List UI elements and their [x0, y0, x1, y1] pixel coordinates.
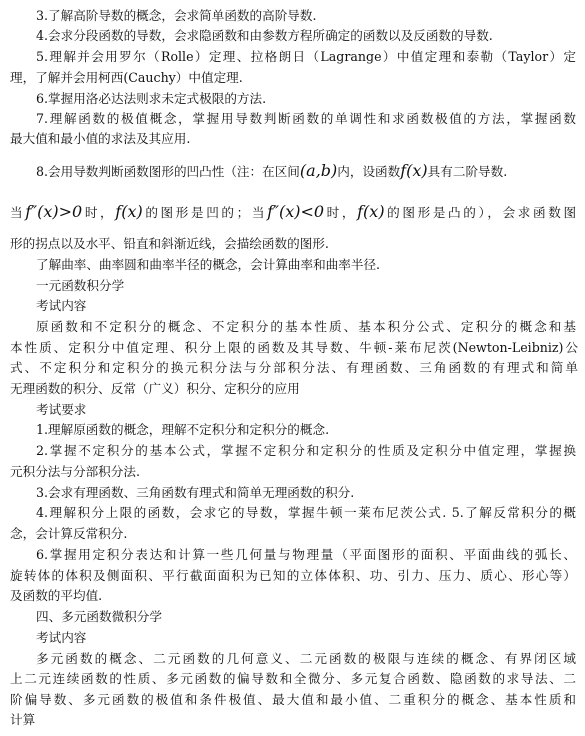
text-line: 4.理解积分上限的函数，会求它的导数，掌握牛顿一莱布尼茨公式. 5.了解反常积分的概 — [36, 505, 576, 520]
math-condition: f″(x)<0 — [267, 202, 325, 221]
text-line-concavity — [36, 161, 576, 182]
math-interval: (a,b) — [299, 161, 338, 180]
subheading: 考试要求 — [36, 402, 87, 417]
text-line: 3.会求有理函数、三角函数有理式和简单无理函数的积分. — [36, 485, 355, 500]
text-segment: 8.会用导数判断函数图形的凹凸性（注：在区间 — [36, 164, 300, 179]
text-line: 念，会计算反常积分. — [10, 526, 128, 541]
text-segment: 的图形是凹的；当 — [142, 205, 268, 220]
text-line: 多元函数的概念、二元函数的几何意义、二元函数的极限与连续的概念、有界闭区域 — [36, 651, 576, 666]
text-line: 3.了解高阶导数的概念，会求简单函数的高阶导数. — [36, 8, 317, 23]
text-line: 及函数的平均值. — [10, 588, 103, 603]
text-line: 1.理解原函数的概念，理解不定积分和定积分的概念. — [36, 422, 330, 437]
text-line: 元积分法与分部积分法. — [10, 464, 140, 479]
text-segment: 具有二阶导数. — [427, 164, 508, 179]
text-segment: 的图形是凸的），会求函数图 — [384, 205, 577, 220]
text-segment: 时， — [82, 205, 116, 220]
text-line: 理，了解并会用柯西(Cauchy）中值定理. — [10, 70, 243, 85]
text-line: 计算 — [10, 712, 36, 727]
text-line: 7.理解函数的极值概念，掌握用导数判断函数的单调性和求函数极值的方法，掌握函数 — [36, 111, 576, 126]
text-line: 2.掌握不定积分的基本公式，掌握不定积分和定积分的性质及定积分中值定理，掌握换 — [36, 443, 576, 458]
text-line: 6.掌握用洛必达法则求未定式极限的方法. — [36, 91, 267, 106]
text-line: 了解曲率、曲率圆和曲率半径的概念，会计算曲率和曲率半径. — [36, 257, 381, 272]
subheading: 考试内容 — [36, 630, 87, 645]
math-condition: f″(x)>0 — [25, 202, 83, 221]
section-heading: 四、多元函数微积分学 — [36, 609, 162, 624]
text-line: 6.掌握用定积分表达和计算一些几何量与物理量（平面图形的面积、平面曲线的弧长、 — [36, 547, 576, 562]
section-heading: 一元函数积分学 — [36, 278, 125, 293]
text-line: 上二元连续函数的性质、多元函数的偏导数和全微分、多元复合函数、隐函数的求导法、二 — [10, 671, 576, 686]
text-line: 无理函数的积分、反常（广义）积分、定积分的应用 — [10, 381, 300, 396]
text-line: 形的拐点以及水平、铅直和斜渐近线，会描绘函数的图形. — [10, 236, 329, 251]
text-line: 旋转体的体积及侧面积、平行截面面积为已知的立体体积、功、引力、压力、质心、形心等） — [10, 568, 576, 583]
text-line: 本性质、定积分中值定理、积分上限的函数及其导数、牛顿-莱布尼茨(Newton-Leibniz)公 — [10, 340, 578, 355]
math-function: f(x) — [400, 161, 428, 180]
text-line: 式、不定积分和定积分的换元积分法与分部积分法、有理函数、三角函数的有理式和简单 — [10, 360, 578, 375]
text-line-second-derivative — [10, 202, 576, 223]
text-line: 5.理解并会用罗尔（Rolle）定理、拉格朗日（Lagrange）中值定理和泰勒（Taylor）定 — [36, 49, 576, 64]
subheading: 考试内容 — [36, 298, 87, 313]
text-line: 阶偏导数、多元函数的极值和条件极值、最大值和最小值、二重积分的概念、基本性质和 — [10, 692, 576, 707]
math-function: f(x) — [357, 202, 385, 221]
text-line: 最大值和最小值的求法及其应用. — [10, 131, 191, 146]
text-line: 原函数和不定积分的概念、不定积分的基本性质、基本积分公式、定积分的概念和基 — [36, 319, 576, 334]
text-segment: 内，设函数 — [337, 164, 401, 179]
math-function: f(x) — [115, 202, 143, 221]
text-segment: 当 — [10, 205, 26, 220]
text-line: 4.会求分段函数的导数，会求隐函数和由参数方程所确定的函数以及反函数的导数. — [36, 28, 493, 43]
text-segment: 时， — [324, 205, 358, 220]
